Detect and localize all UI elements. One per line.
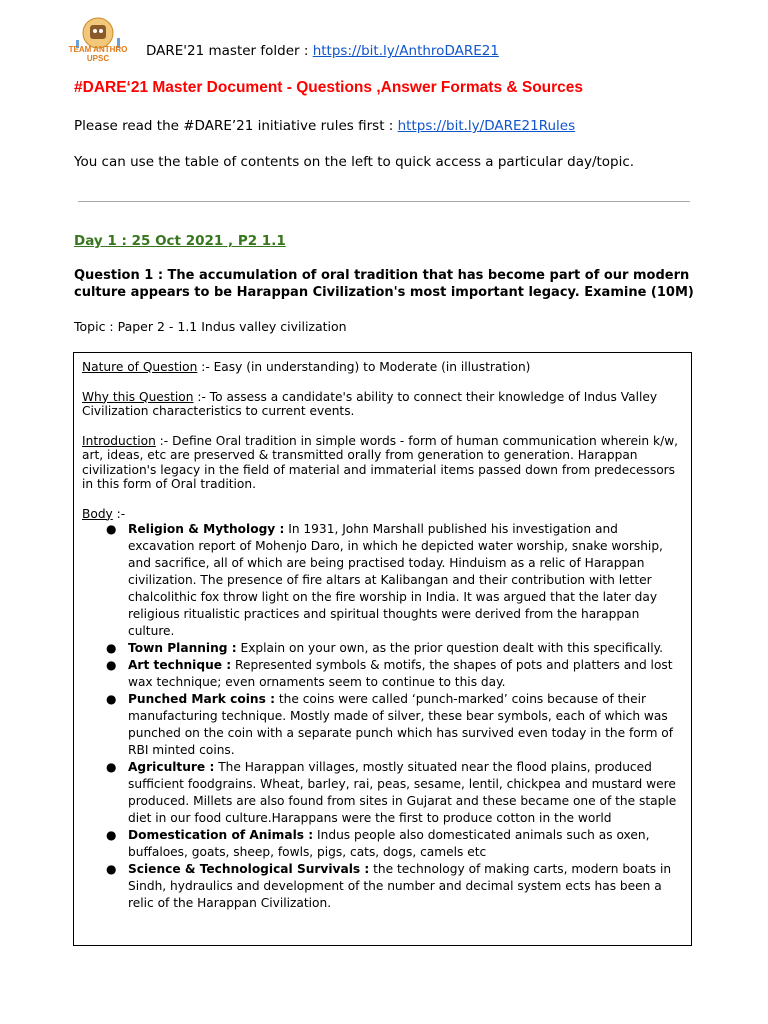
bullet-text: The Harappan villages, mostly situated near the flood plains, produced sufficient foodgrains. Wheat, barley, rai, peas, sesame, lentil, chickpea and mustard were produced. Millets are also found from sites in Gujarat and these became one of the staple diet in our food culture.Harappans were the first to produce cotton in the world bbox=[128, 760, 677, 825]
bullet-text: Represented symbols & motifs, the shapes of pots and platters and lost wax technique; even ornaments seem to continue to this day. bbox=[128, 658, 673, 689]
intro-section bbox=[82, 434, 684, 492]
nature-label: Nature of Question bbox=[82, 360, 198, 374]
bullet-text: the coins were called ‘punch-marked’ coins because of their manufacturing technique. Mostly made of silver, these bear symbols, each of which was punched on the coin with a separate punch which has survived even today in the form of RBI minted coins. bbox=[128, 692, 674, 757]
question-text: Question 1 : The accumulation of oral tradition that has become part of our modern culture appears to be Harappan Civilization's most important legacy. Examine (10M) bbox=[74, 268, 694, 300]
why-label: Why this Question bbox=[82, 389, 194, 404]
list-item bbox=[82, 521, 684, 640]
bullet-title: Town Planning : bbox=[128, 641, 237, 655]
bullet-dot-icon: ● bbox=[106, 862, 117, 876]
bullet-dot-icon: ● bbox=[106, 641, 117, 655]
bullet-text: the technology of making carts, modern boats in Sindh, hydraulics and development of the number and decimal system ects has been a relic of the Harappan Civilization. bbox=[128, 862, 672, 910]
answer-format-box bbox=[73, 352, 692, 946]
toc-note: You can use the table of contents on the left to quick access a particular day/topic. bbox=[74, 154, 635, 170]
body-bullet-list bbox=[82, 521, 684, 912]
bullet-dot-icon: ● bbox=[106, 828, 117, 842]
bullet-dot-icon: ● bbox=[106, 760, 117, 774]
bullet-text: Explain on your own, as the prior question dealt with this specifically. bbox=[236, 641, 664, 655]
bullet-dot-icon: ● bbox=[106, 658, 117, 672]
document-title: #DARE‘21 Master Document - Questions ,Answer Formats & Sources bbox=[74, 79, 584, 96]
day-heading: Day 1 : 25 Oct 2021 , P2 1.1 bbox=[74, 233, 286, 249]
list-item bbox=[82, 657, 684, 691]
nature-text: :- Easy (in understanding) to Moderate (in illustration) bbox=[197, 360, 531, 374]
rules-link[interactable]: https://bit.ly/DARE21Rules bbox=[397, 118, 576, 134]
bullet-text: In 1931, John Marshall published his investigation and excavation report of Mohenjo Daro, in which he depicted water worship, snake worship, and sacrifice, all of which are being practised today. Hinduism as a relic of Harappan civilization. The presence of fire altars at Kalibangan and their contribution with letter chalcolithic fox throw light on the fire worship in India. It was argued that the later day religious ritualistic practices and spiritual thoughts were derived from the harappan culture. bbox=[128, 522, 663, 638]
master-folder-label: DARE'21 master folder : bbox=[146, 43, 313, 59]
master-folder-line bbox=[146, 43, 499, 59]
list-item bbox=[82, 759, 684, 827]
horizontal-divider bbox=[78, 201, 690, 202]
master-folder-link[interactable]: https://bit.ly/AnthroDARE21 bbox=[312, 43, 499, 59]
bullet-title: Punched Mark coins : bbox=[128, 692, 275, 706]
team-anthro-logo bbox=[66, 16, 130, 66]
why-section bbox=[82, 390, 684, 419]
list-item bbox=[82, 691, 684, 759]
body-suffix: :- bbox=[112, 506, 126, 521]
bullet-title: Science & Technological Survivals : bbox=[128, 862, 370, 876]
intro-label: Introduction bbox=[82, 433, 156, 448]
rules-line bbox=[74, 118, 575, 134]
bullet-dot-icon: ● bbox=[106, 522, 117, 536]
nature-section bbox=[82, 360, 684, 375]
body-label: Body bbox=[82, 506, 113, 521]
list-item bbox=[82, 827, 684, 861]
why-text: :- To assess a candidate's ability to connect their knowledge of Indus Valley Civilization characteristics to current events. bbox=[82, 389, 658, 418]
list-item bbox=[82, 640, 684, 657]
bullet-title: Domestication of Animals : bbox=[128, 828, 314, 842]
bullet-dot-icon: ● bbox=[106, 692, 117, 706]
body-heading bbox=[82, 507, 684, 522]
bullet-title: Religion & Mythology : bbox=[128, 522, 285, 536]
topic-line: Topic : Paper 2 - 1.1 Indus valley civilization bbox=[74, 319, 347, 334]
bullet-title: Agriculture : bbox=[128, 760, 215, 774]
logo-text: TEAM ANTHRO UPSC bbox=[68, 45, 128, 63]
bullet-title: Art technique : bbox=[128, 658, 232, 672]
intro-text: :- Define Oral tradition in simple words - form of human communication wherein k/w, art, ideas, etc are preserved & transmitted orally from generation to generation. Harappan civilization's legacy in the field of material and immaterial items passed down from predecessors in this form of Oral tradition. bbox=[82, 433, 679, 491]
bullet-text: Indus people also domesticated animals such as oxen, buffaloes, goats, sheep, fowls, pigs, cats, dogs, camels etc bbox=[128, 828, 650, 859]
list-item bbox=[82, 861, 684, 912]
rules-text: Please read the #DARE’21 initiative rules first : bbox=[74, 118, 398, 134]
